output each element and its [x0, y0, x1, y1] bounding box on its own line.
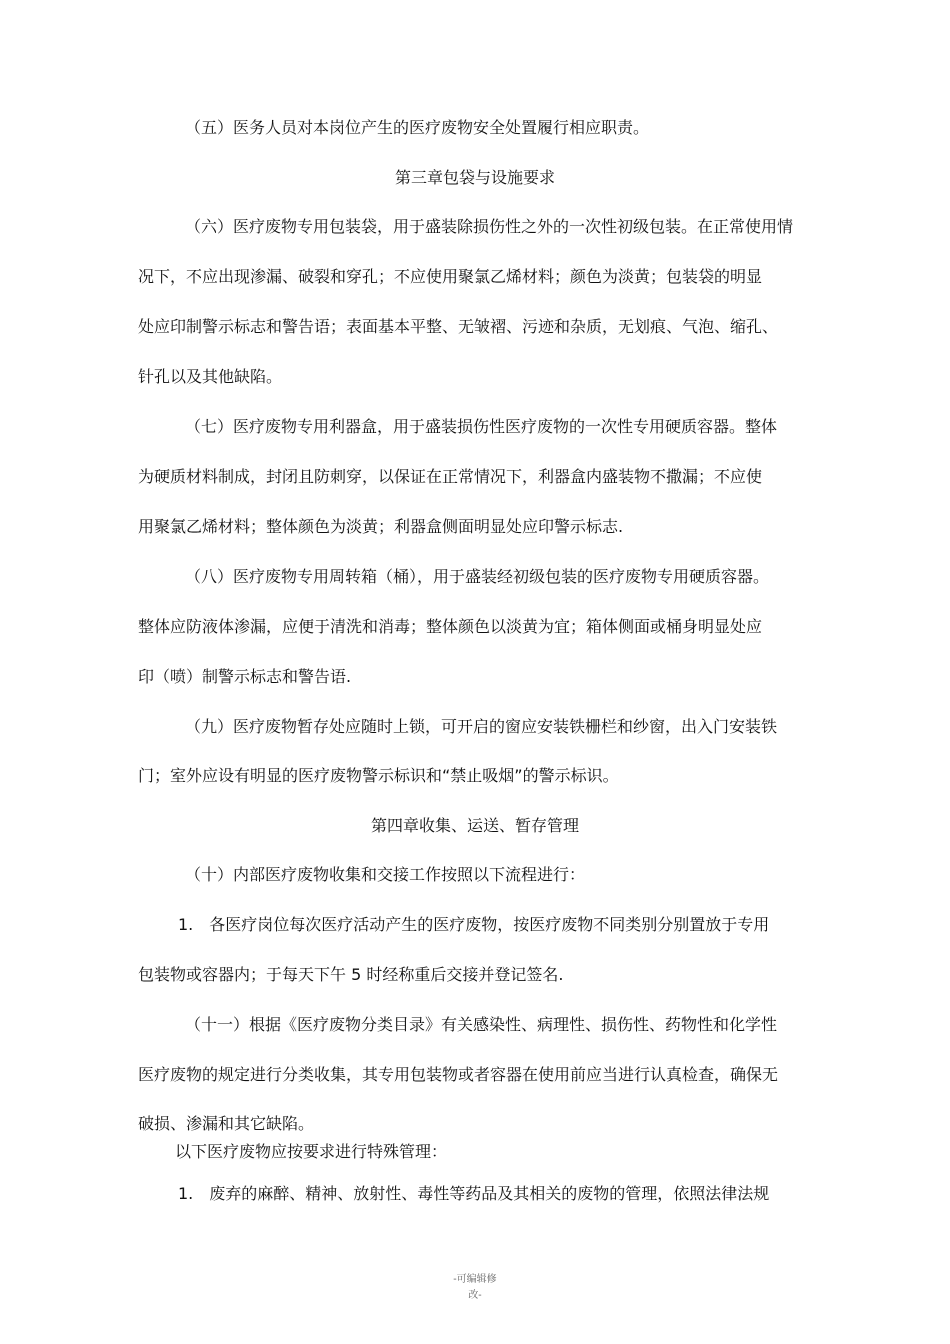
paragraph-line: 破损、渗漏和其它缺陷。	[138, 1114, 315, 1133]
paragraph-line: （十一）根据《医疗废物分类目录》有关感染性、病理性、损伤性、药物性和化学性	[185, 1015, 778, 1034]
paragraph-line: （九）医疗废物暂存处应随时上锁，可开启的窗应安装铁栅栏和纱窗，出入门安装铁	[185, 717, 778, 736]
chapter-heading: 第三章包袋与设施要求	[394, 168, 555, 187]
list-item-line: 1. 废弃的麻醉、精神、放射性、毒性等药品及其相关的废物的管理，依照法律法规	[178, 1184, 770, 1203]
chapter-heading: 第四章收集、运送、暂存管理	[370, 816, 579, 835]
paragraph-line: 用聚氯乙烯材料；整体颜色为淡黄；利器盒侧面明显处应印警示标志.	[138, 517, 624, 536]
footer-note-line2: 改-	[468, 1290, 482, 1301]
paragraph-line: （八）医疗废物专用周转箱（桶），用于盛装经初级包装的医疗废物专用硬质容器。	[185, 567, 770, 586]
paragraph-line: （六）医疗废物专用包装袋，用于盛装除损伤性之外的一次性初级包装。在正常使用情	[185, 217, 794, 236]
paragraph-line: 处应印制警示标志和警告语；表面基本平整、无皱褶、污迹和杂质，无划痕、气泡、缩孔、	[138, 317, 779, 336]
paragraph-line: （五）医务人员对本岗位产生的医疗废物安全处置履行相应职责。	[185, 118, 650, 137]
paragraph-line: （七）医疗废物专用利器盒，用于盛装损伤性医疗废物的一次性专用硬质容器。整体	[185, 417, 778, 436]
list-item-line: 1. 各医疗岗位每次医疗活动产生的医疗废物，按医疗废物不同类别分别置放于专用	[178, 915, 770, 934]
paragraph-line: 印（喷）制警示标志和警告语.	[138, 667, 352, 686]
paragraph-line: 整体应防液体渗漏，应便于清洗和消毒；整体颜色以淡黄为宜；箱体侧面或桶身明显处应	[138, 617, 763, 636]
paragraph-line: 门；室外应设有明显的医疗废物警示标识和“禁止吸烟”的警示标识。	[138, 766, 619, 785]
paragraph-line: 包装物或容器内；于每天下午 5 时经称重后交接并登记签名.	[138, 965, 564, 984]
paragraph-line: 医疗废物的规定进行分类收集，其专用包装物或者容器在使用前应当进行认真检查，确保无	[138, 1065, 779, 1084]
footer-note-line1: -可编辑修	[453, 1274, 497, 1285]
paragraph-line: 况下，不应出现渗漏、破裂和穿孔；不应使用聚氯乙烯材料；颜色为淡黄；包装袋的明显	[138, 267, 763, 286]
paragraph-line: 为硬质材料制成，封闭且防刺穿，以保证在正常情况下，利器盒内盛装物不撒漏；不应使	[138, 467, 763, 486]
paragraph-line: 针孔以及其他缺陷。	[138, 367, 283, 386]
paragraph-line: （十）内部医疗废物收集和交接工作按照以下流程进行：	[185, 865, 586, 884]
paragraph-line: 以下医疗废物应按要求进行特殊管理：	[175, 1142, 448, 1161]
